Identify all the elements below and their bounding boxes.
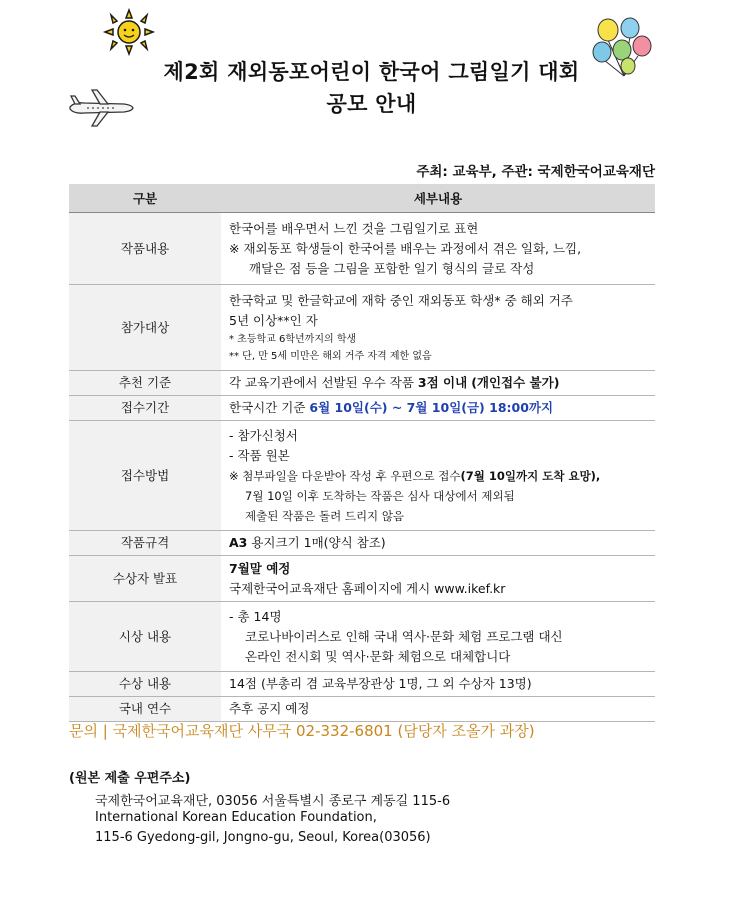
row-label: 시상 내용 <box>69 602 221 672</box>
deadline-note: (7월 10일까지 도착 요망), <box>460 468 601 483</box>
row-label: 참가대상 <box>69 285 221 371</box>
paper-size: A3 <box>229 535 248 550</box>
row-period <box>69 396 655 421</box>
row-content <box>221 556 655 602</box>
limit-count: 3점 이내 <box>417 375 468 390</box>
row-award <box>69 672 655 697</box>
sun-illustration <box>95 6 167 58</box>
row-label: 접수방법 <box>69 421 221 531</box>
row-work-content <box>69 213 655 285</box>
content-text: ※ 첨부파일을 다운받아 작성 후 우편으로 접수 <box>229 468 461 483</box>
period-dates: 6월 10일(수) ~ 7월 10일(금) 18:00까지 <box>309 400 554 415</box>
row-prize <box>69 602 655 672</box>
content-line: 5년 이상**인 자 <box>229 312 318 328</box>
row-announce <box>69 556 655 602</box>
footnote: * 초등학교 6학년까지의 학생 <box>229 333 357 345</box>
content-line: 한국어를 배우면서 느낀 것을 그림일기로 표현 <box>229 220 479 236</box>
content-line: 깨달은 점 등을 그림을 포함한 일기 형식의 글로 작성 <box>249 260 535 276</box>
content-text: 각 교육기관에서 선발된 우수 작품 <box>229 375 418 390</box>
row-method <box>69 421 655 531</box>
row-label: 국내 연수 <box>69 697 221 722</box>
content-line: 제출된 작품은 돌려 드리지 않음 <box>245 508 405 523</box>
row-label: 작품내용 <box>69 213 221 285</box>
row-content <box>221 396 655 421</box>
no-individual-entry: (개인접수 불가) <box>471 375 560 390</box>
row-label: 접수기간 <box>69 396 221 421</box>
content-line: 코로나바이러스로 인해 국내 역사·문화 체험 프로그램 대신 <box>245 628 563 644</box>
header-details: 세부내용 <box>221 184 655 213</box>
content-line: 7월 10일 이후 도착하는 작품은 심사 대상에서 제외됨 <box>245 488 515 503</box>
content-line <box>229 466 651 486</box>
row-training <box>69 697 655 722</box>
page-subtitle: 공모 안내 <box>326 92 417 116</box>
content-line: - 작품 원본 <box>229 447 290 463</box>
organizer-info: 주최: 교육부, 주관: 국제한국어교육재단 <box>416 164 655 180</box>
content-line: 한국학교 및 한글학교에 재학 중인 재외동포 학생* 중 해외 거주 <box>229 292 573 308</box>
row-content <box>221 285 655 371</box>
row-recommend <box>69 371 655 396</box>
address-line: 국제한국어교육재단, 03056 서울특별시 종로구 계동길 115-6 <box>95 794 451 809</box>
details-table <box>69 184 655 722</box>
content-line: ※ 재외동포 학생들이 한국어를 배우는 과정에서 겪은 일화, 느낌, <box>229 240 582 256</box>
row-spec <box>69 531 655 556</box>
content-line: - 총 14명 <box>229 608 282 624</box>
content-line: 온라인 전시회 및 역사·문화 체험으로 대체합니다 <box>245 648 511 664</box>
address-line: International Korean Education Foundation, <box>95 810 377 825</box>
row-content: 14점 (부총리 겸 교육부장관상 1명, 그 외 수상자 13명) <box>221 672 655 697</box>
content-line: 국제한국어교육재단 홈페이지에 게시 www.ikef.kr <box>229 580 506 596</box>
row-label: 작품규격 <box>69 531 221 556</box>
row-content <box>221 213 655 285</box>
header-category: 구분 <box>69 184 221 213</box>
page-title: 제2회 재외동포어린이 한국어 그림일기 대회 <box>163 60 580 84</box>
footnote: ** 단, 만 5세 미만은 해외 거주 자격 제한 없음 <box>229 350 432 362</box>
content-text: 한국시간 기준 <box>229 400 310 415</box>
row-content <box>221 531 655 556</box>
row-label: 수상 내용 <box>69 672 221 697</box>
row-content: 추후 공지 예정 <box>221 697 655 722</box>
row-content <box>221 602 655 672</box>
row-content <box>221 421 655 531</box>
address-title: (원본 제출 우편주소) <box>69 771 191 786</box>
row-label: 추천 기준 <box>69 371 221 396</box>
content-line: 7월말 예정 <box>229 560 291 576</box>
content-line: - 참가신청서 <box>229 427 298 443</box>
row-content <box>221 371 655 396</box>
row-label: 수상자 발표 <box>69 556 221 602</box>
content-text: 용지크기 1매(양식 참조) <box>247 535 386 550</box>
table-header-row <box>69 184 655 213</box>
row-target <box>69 285 655 371</box>
address-line: 115-6 Gyedong-gil, Jongno-gu, Seoul, Korea(03056) <box>95 830 431 845</box>
contact-info: 문의 | 국제한국어교육재단 사무국 02-332-6801 (담당자 조올가 과장) <box>69 722 535 740</box>
